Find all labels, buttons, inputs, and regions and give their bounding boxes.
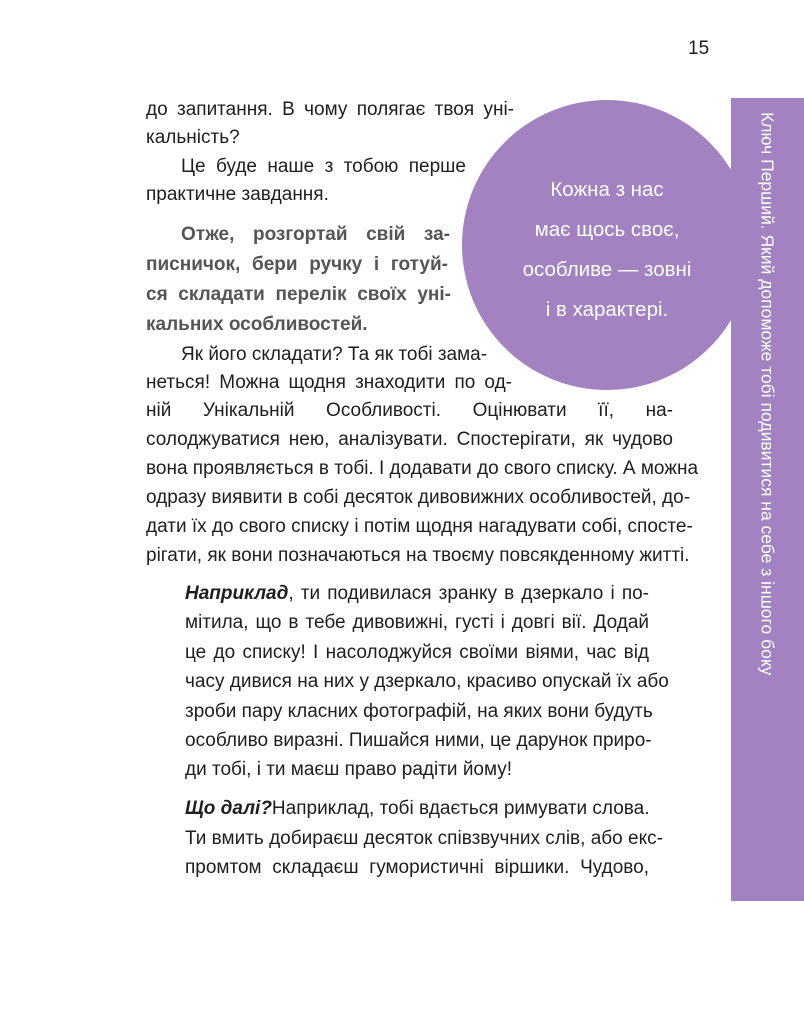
bold-line: писничок, бери ручку і готуй- xyxy=(146,254,448,275)
page-number: 15 xyxy=(688,38,710,59)
body-line: це до списку! І насолоджуйся своїми віями, час від xyxy=(185,642,649,663)
body-line: неться! Можна щодня знаходити по од- xyxy=(146,372,512,393)
body-line: ній Унікальній Особливості. Оцінювати її, на- xyxy=(146,400,673,421)
body-line: Ти вмить добираєш десяток співзвучних слів, або екс- xyxy=(185,828,663,849)
bold-line: кальних особливостей. xyxy=(146,314,368,335)
body-line: особливо виразні. Пишайся ними, це дарунок приро- xyxy=(185,730,652,751)
quote-line: особливе — зовні xyxy=(522,258,692,281)
quote-line: має щось своє, xyxy=(534,218,680,241)
body-line: до запитання. В чому полягає твоя уні- xyxy=(146,99,514,120)
bold-line: Отже, розгортай свій за- xyxy=(181,224,450,245)
quote-line: Кожна з нас xyxy=(550,178,664,201)
pull-quote xyxy=(497,170,717,330)
body-line: Як його складати? Та як тобі зама- xyxy=(181,344,488,365)
body-line: одразу виявити в собі десяток дивовижних особливостей, до- xyxy=(146,487,691,508)
next-first-line xyxy=(185,795,649,823)
body-line: зроби пару класних фотографій, на яких вони будуть xyxy=(185,701,653,722)
example-text: , ти подивилася зранку в дзеркало і по- xyxy=(288,583,649,604)
body-line: рігати, як вони позначаються на твоєму повсякденному житті. xyxy=(146,545,690,566)
body-line: солоджуватися нею, аналізувати. Спостерігати, як чудово xyxy=(146,429,673,450)
body-line: промтом складаєш гумористичні віршики. Чудово, xyxy=(185,857,649,878)
body-line: мітила, що в тебе дивовижні, густі і довгі вії. Додай xyxy=(185,612,649,633)
next-text: Наприклад, тобі вдається римувати слова. xyxy=(271,798,650,819)
body-line: часу дивися на них у дзеркало, красиво опускай їх або xyxy=(185,671,669,692)
example-first-line xyxy=(185,580,649,608)
body-line: дати їх до свого списку і потім щодня нагадувати собі, спосте- xyxy=(146,516,693,537)
body-line: ди тобі, і ти маєш право радіти йому! xyxy=(185,759,513,780)
body-line: Це буде наше з тобою перше xyxy=(181,156,466,177)
chapter-title: Ключ Перший. Який допоможе тобі подивитися на себе з іншого боку xyxy=(757,112,778,676)
body-line: практичне завдання. xyxy=(146,184,329,205)
example-lead: Наприклад xyxy=(185,583,289,604)
body-line: вона проявляється в тобі. І додавати до свого списку. А можна xyxy=(146,458,699,479)
next-lead: Що далі? xyxy=(185,798,272,819)
body-line: кальність? xyxy=(146,127,240,148)
bold-line: ся складати перелік своїх уні- xyxy=(146,284,451,305)
quote-line: і в характері. xyxy=(545,298,669,321)
